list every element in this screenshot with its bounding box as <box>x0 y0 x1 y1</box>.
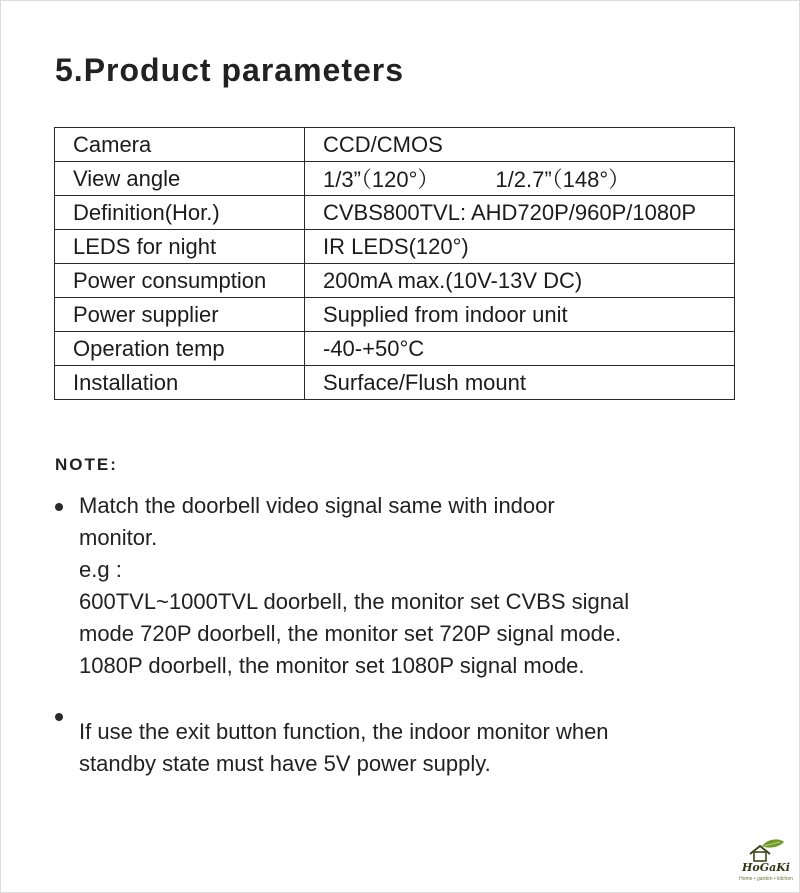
note-line: standby state must have 5V power supply. <box>79 751 491 776</box>
param-label: LEDS for night <box>55 230 305 264</box>
hogaki-logo <box>736 836 796 888</box>
param-value: CVBS800TVL: AHD720P/960P/1080P <box>305 196 735 230</box>
table-row <box>55 366 735 400</box>
table-row <box>55 264 735 298</box>
note-item-text <box>79 716 719 780</box>
parameters-table <box>54 127 735 400</box>
page-title: 5.Product parameters <box>55 52 405 88</box>
note-line: Match the doorbell video signal same with indoor <box>79 493 555 518</box>
view-angle-value-1: 1/3”（120°） <box>323 167 440 192</box>
view-angle-value-2: 1/2.7”（148°） <box>495 167 631 192</box>
logo-name: HoGaKi <box>742 861 790 874</box>
bullet-dot-icon <box>55 713 63 721</box>
table-row <box>55 332 735 366</box>
note-line: 1080P doorbell, the monitor set 1080P signal mode. <box>79 653 585 678</box>
table-row <box>55 230 735 264</box>
param-value: Supplied from indoor unit <box>305 298 735 332</box>
param-label: Power supplier <box>55 298 305 332</box>
table-row <box>55 298 735 332</box>
note-line: 600TVL~1000TVL doorbell, the monitor set CVBS signal <box>79 589 630 614</box>
param-value: CCD/CMOS <box>305 128 735 162</box>
param-value: 200mA max.(10V-13V DC) <box>305 264 735 298</box>
bullet-dot-icon <box>55 503 63 511</box>
note-line: e.g : <box>79 557 122 582</box>
param-value <box>305 162 735 196</box>
param-label: Power consumption <box>55 264 305 298</box>
param-label: Camera <box>55 128 305 162</box>
param-label: View angle <box>55 162 305 196</box>
param-value: IR LEDS(120°) <box>305 230 735 264</box>
house-leaf-icon <box>736 836 796 864</box>
param-value: Surface/Flush mount <box>305 366 735 400</box>
table-row <box>55 128 735 162</box>
param-label: Installation <box>55 366 305 400</box>
logo-tagline: Home • garden • kitchen <box>739 876 793 882</box>
table-row <box>55 162 735 196</box>
param-label: Operation temp <box>55 332 305 366</box>
note-line: monitor. <box>79 525 158 550</box>
param-value: -40-+50°C <box>305 332 735 366</box>
note-line: If use the exit button function, the indoor monitor when <box>79 719 609 744</box>
note-line: mode 720P doorbell, the monitor set 720P signal mode. <box>79 621 622 646</box>
note-item-text <box>79 490 719 682</box>
table-row <box>55 196 735 230</box>
param-label: Definition(Hor.) <box>55 196 305 230</box>
note-heading: NOTE: <box>55 455 118 474</box>
